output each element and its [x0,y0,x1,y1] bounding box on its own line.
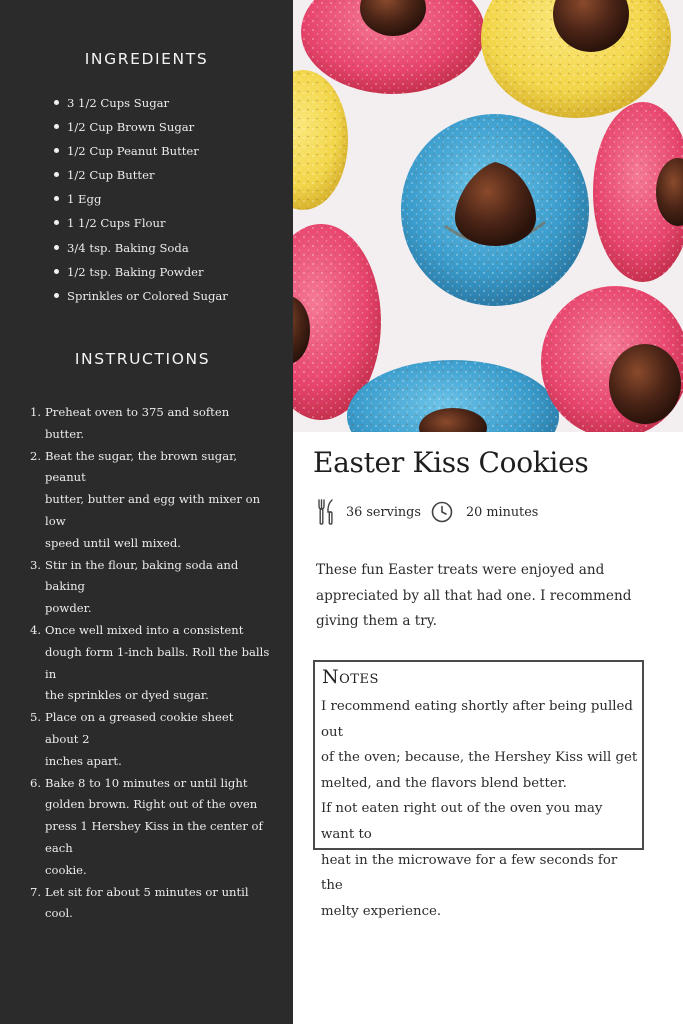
instruction-step: 3. Stir in the flour, baking soda and baking powder. [30,557,239,616]
ingredient-item: 3 1/2 Cups Sugar [48,94,228,118]
instruction-step: 5. Place on a greased cookie sheet about 2 inches apart. [30,710,234,768]
ingredient-item: 1/2 tsp. Baking Powder [48,263,228,287]
instruction-step: 2. Beat the sugar, the brown sugar, peanut butter, butter and egg with mixer on low speed until well mixed. [30,448,261,550]
cookies-photo [293,0,683,432]
recipe-description: These fun Easter treats were enjoyed and appreciated by all that had one. I recommend giving them a try. [316,562,632,630]
notes-paragraph: If not eaten right out of the oven you may want to heat in the microwave for a few seconds for the melty experience. [321,801,618,919]
time-info [431,497,538,527]
notes-box [313,660,644,919]
cookies-illustration [293,0,683,432]
instruction-step: 7. Let sit for about 5 minutes or until cool. [30,884,249,921]
instruction-step: 4. Once well mixed into a consistent dough form 1-inch balls. Roll the balls in the sprinkles or dyed sugar. [30,622,270,703]
ingredient-item: 1/2 Cup Brown Sugar [48,118,228,142]
instructions-heading: INSTRUCTIONS [74,350,211,368]
instructions-list [30,402,270,925]
ingredient-item: 1/2 Cup Butter [48,166,228,190]
ingredient-item: 1/2 Cup Peanut Butter [48,142,228,166]
ingredients-heading: INGREDIENTS [84,50,209,68]
servings-text: 36 servings [346,504,421,520]
ingredient-item: 1 1/2 Cups Flour [48,214,228,238]
recipe-title: Easter Kiss Cookies [313,446,589,479]
ingredient-item: Sprinkles or Colored Sugar [48,287,228,311]
servings-info [317,497,421,527]
notes-paragraph: I recommend eating shortly after being pulled out of the oven; because, the Hershey Kiss will get melted, and the flavors blend better. [321,699,638,791]
fork-knife-icon [317,498,335,526]
notes-title: Notes [322,666,379,688]
ingredient-item: 1 Egg [48,190,228,214]
ingredient-item: 3/4 tsp. Baking Soda [48,239,228,263]
sidebar [0,0,293,1024]
instruction-step: 1. Preheat oven to 375 and soften butter. [30,405,230,441]
instruction-step: 6. Bake 8 to 10 minutes or until light golden brown. Right out of the oven press 1 Hershey Kiss in the center of each cookie. [30,775,263,877]
clock-icon [431,501,453,523]
time-text: 20 minutes [466,504,539,520]
ingredients-list [48,94,228,311]
notes-text [321,694,639,924]
